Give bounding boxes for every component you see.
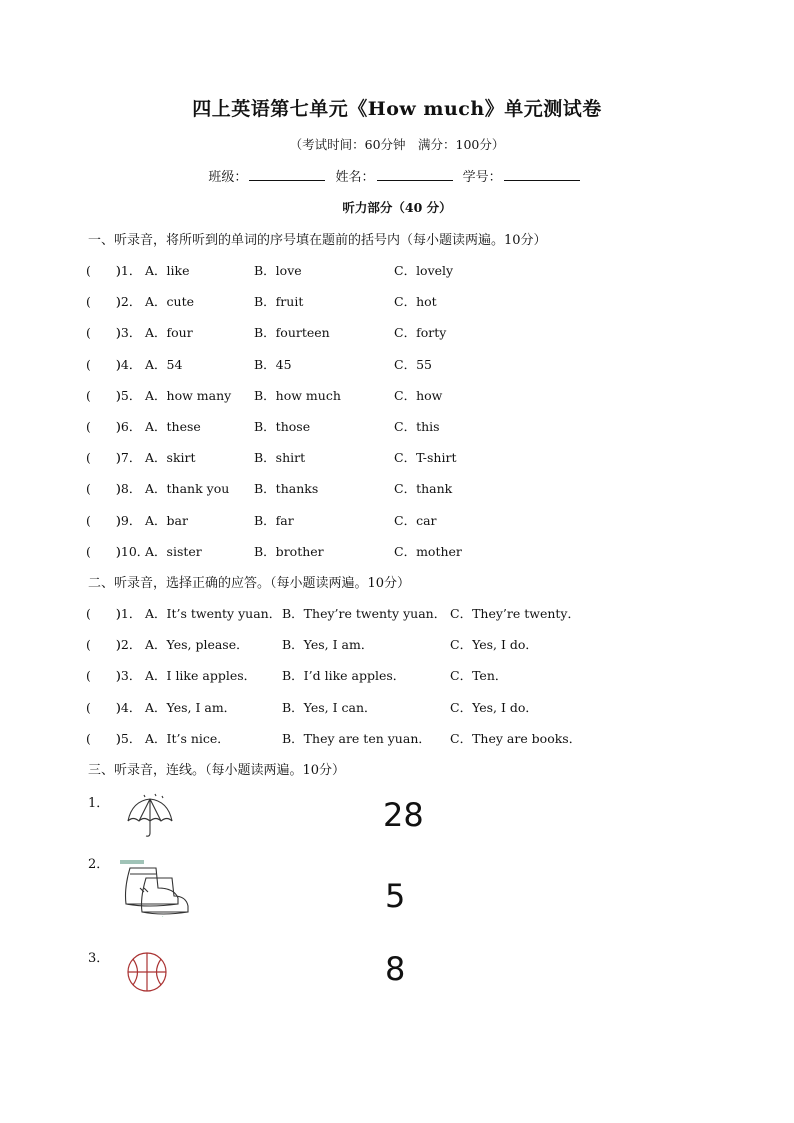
section2-title: 二、听录音，选择正确的应答。（每小题读两遍。10分）: [88, 576, 411, 591]
option-c[interactable]: C．how: [394, 387, 443, 403]
match-value-8[interactable]: 8: [385, 950, 406, 988]
number-blank[interactable]: [504, 169, 580, 181]
question-number: )3．: [116, 325, 142, 341]
option-b[interactable]: B．They are ten yuan．: [282, 730, 431, 746]
answer-paren[interactable]: ( ): [86, 325, 121, 341]
option-c[interactable]: C．They’re twenty．: [450, 606, 580, 621]
option-c[interactable]: C．Ten．: [450, 668, 508, 684]
option-c[interactable]: C．hot: [394, 294, 437, 310]
number-label: 学号：: [462, 170, 502, 185]
svg-text:·: ·: [162, 914, 164, 920]
question-number: )5．: [116, 730, 142, 746]
question-number: )2．: [116, 294, 142, 310]
option-a[interactable]: A．bar: [145, 512, 188, 528]
option-a[interactable]: A．cute: [145, 294, 194, 310]
option-a[interactable]: A．thank you: [145, 481, 230, 497]
question-number: )1．: [116, 606, 142, 621]
option-c[interactable]: C．thank: [394, 481, 453, 497]
question-number: )8．: [116, 481, 142, 497]
shoes-icon: [118, 858, 192, 920]
question-number: )5．: [116, 387, 142, 403]
question-number: )10．: [116, 543, 150, 559]
question-number: )4．: [116, 356, 142, 372]
question-number: )4．: [116, 699, 142, 715]
answer-paren[interactable]: ( ): [86, 699, 121, 715]
option-b[interactable]: B．far: [254, 512, 294, 528]
match-item-3-number: 3．: [88, 951, 110, 966]
answer-paren[interactable]: ( ): [86, 637, 121, 653]
option-c[interactable]: C．Yes, I do．: [450, 699, 538, 715]
option-b[interactable]: B．brother: [254, 543, 324, 559]
answer-paren[interactable]: ( ): [86, 730, 121, 746]
option-a[interactable]: A．Yes, I am．: [145, 699, 237, 715]
option-c[interactable]: C．car: [394, 512, 437, 528]
option-b[interactable]: B．how much: [254, 387, 341, 403]
match-value-28[interactable]: 28: [383, 796, 424, 834]
answer-paren[interactable]: ( ): [86, 543, 121, 559]
option-c[interactable]: C．They are books．: [450, 730, 582, 746]
answer-paren[interactable]: ( ): [86, 419, 121, 434]
answer-paren[interactable]: ( ): [86, 387, 121, 403]
student-info-line: [0, 166, 794, 185]
question-number: )9．: [116, 512, 142, 528]
option-a[interactable]: A．four: [145, 325, 193, 341]
option-a[interactable]: A．these: [145, 419, 201, 434]
option-b[interactable]: B．Yes, I am．: [282, 637, 374, 653]
answer-paren[interactable]: ( ): [86, 356, 121, 372]
section1-title: 一、听录音，将所听到的单词的序号填在题前的括号内（每小题读两遍。10分）: [88, 233, 547, 248]
option-b[interactable]: B．thanks: [254, 481, 319, 497]
answer-paren[interactable]: ( ): [86, 668, 121, 684]
name-blank[interactable]: [377, 169, 453, 181]
option-c[interactable]: C．lovely: [394, 263, 454, 278]
name-label: 姓名：: [335, 170, 375, 185]
answer-paren[interactable]: ( ): [86, 263, 121, 278]
option-c[interactable]: C．forty: [394, 325, 447, 341]
answer-paren[interactable]: ( ): [86, 481, 121, 497]
option-b[interactable]: B．shirt: [254, 450, 306, 466]
answer-paren[interactable]: ( ): [86, 450, 121, 466]
option-a[interactable]: A．It’s nice．: [145, 730, 230, 746]
match-item-2-number: 2．: [88, 857, 110, 872]
class-label: 班级：: [208, 170, 248, 185]
option-a[interactable]: A．It’s twenty yuan．: [145, 606, 282, 621]
question-number: )1．: [116, 263, 142, 278]
option-b[interactable]: B．They’re twenty yuan．: [282, 606, 447, 621]
option-a[interactable]: A．I like apples．: [145, 668, 257, 684]
option-b[interactable]: B．I’d like apples．: [282, 668, 406, 684]
answer-paren[interactable]: ( ): [86, 512, 121, 528]
option-c[interactable]: C．mother: [394, 543, 462, 559]
section3-title: 三、听录音，连线。（每小题读两遍。10分）: [88, 763, 346, 778]
class-blank[interactable]: [249, 169, 325, 181]
option-b[interactable]: B．fourteen: [254, 325, 330, 341]
option-b[interactable]: B．those: [254, 419, 311, 434]
option-a[interactable]: A．Yes, please．: [145, 637, 249, 653]
option-a[interactable]: A．sister: [145, 543, 202, 559]
basketball-icon: [124, 950, 170, 994]
question-number: )3．: [116, 668, 142, 684]
option-a[interactable]: A．like: [145, 263, 190, 278]
page-title: 四上英语第七单元《How much》单元测试卷: [192, 98, 602, 120]
option-a[interactable]: A．skirt: [145, 450, 196, 466]
option-b[interactable]: B．love: [254, 263, 302, 278]
option-c[interactable]: C．55: [394, 356, 432, 372]
answer-paren[interactable]: ( ): [86, 606, 121, 621]
exam-subtitle: （考试时间：60分钟 满分：100分）: [289, 137, 505, 152]
listening-part-title: 听力部分（40 分）: [342, 200, 452, 215]
option-b[interactable]: B．fruit: [254, 294, 304, 310]
question-number: )6．: [116, 419, 142, 434]
option-a[interactable]: A．how many: [145, 387, 232, 403]
option-c[interactable]: C．Yes, I do．: [450, 637, 538, 653]
answer-paren[interactable]: ( ): [86, 294, 121, 310]
question-number: )2．: [116, 637, 142, 653]
match-value-5[interactable]: 5: [385, 877, 406, 915]
option-c[interactable]: C．this: [394, 419, 440, 434]
option-b[interactable]: B．Yes, I can．: [282, 699, 377, 715]
option-c[interactable]: C．T-shirt: [394, 450, 457, 466]
option-a[interactable]: A．54: [145, 356, 183, 372]
option-b[interactable]: B．45: [254, 356, 292, 372]
umbrella-icon: [122, 793, 178, 839]
question-number: )7．: [116, 450, 142, 466]
match-item-1-number: 1．: [88, 796, 110, 811]
